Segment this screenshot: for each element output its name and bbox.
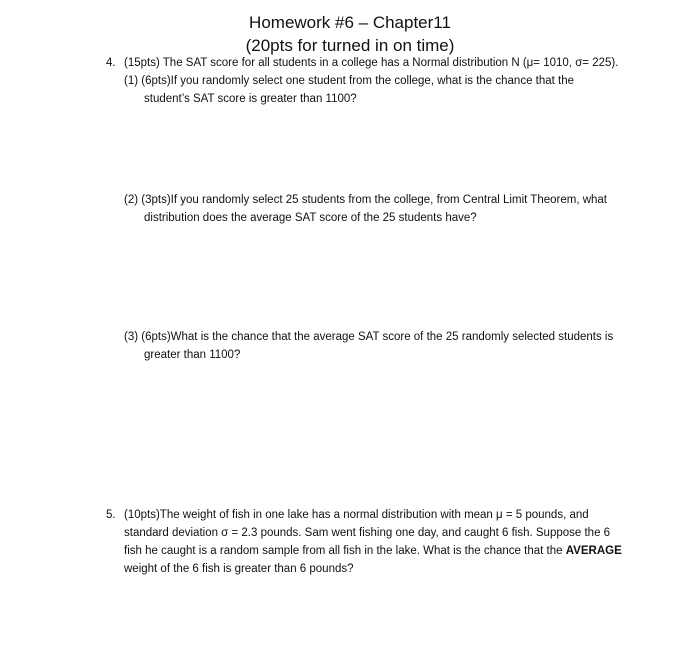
part-3-line-1: (6pts)What is the chance that the average SAT score of the 25 randomly selected students is bbox=[141, 331, 614, 343]
part-1-line-1: (6pts)If you randomly select one student from the college, what is the chance that the bbox=[141, 75, 575, 87]
page-title: Homework #6 – Chapter11 bbox=[249, 13, 451, 32]
question-5-line-1: (10pts)The weight of fish in one lake has a normal distribution with mean μ = 5 pounds, and bbox=[124, 509, 589, 521]
question-5-number: 5. bbox=[106, 509, 116, 521]
question-4-part-2 bbox=[124, 191, 607, 227]
question-5-line-3: fish he caught is a random sample from all fish in the lake. What is the chance that the bbox=[124, 545, 563, 557]
part-3-line-2: greater than 1100? bbox=[144, 349, 241, 361]
question-5-body bbox=[124, 506, 622, 578]
part-2-label: (2) bbox=[124, 194, 139, 206]
page-subtitle: (20pts for turned in on time) bbox=[245, 36, 455, 55]
part-3-label: (3) bbox=[124, 331, 139, 343]
question-4-intro bbox=[124, 54, 618, 72]
question-4-part-3 bbox=[124, 328, 613, 364]
question-5-line-4: weight of the 6 fish is greater than 6 pounds? bbox=[124, 563, 354, 575]
part-2-line-1: (3pts)If you randomly select 25 students from the college, from Central Limit Theorem, what bbox=[141, 194, 608, 206]
question-4-intro-text: (15pts) The SAT score for all students in a college has a Normal distribution N (μ= 1010, σ= 225). bbox=[124, 57, 619, 69]
part-1-label: (1) bbox=[124, 75, 139, 87]
part-1-line-2: student’s SAT score is greater than 1100? bbox=[144, 93, 357, 105]
question-4-part-1 bbox=[124, 72, 574, 108]
question-5-emphasis: AVERAGE bbox=[565, 545, 622, 557]
question-4-number: 4. bbox=[106, 57, 116, 69]
question-5-line-2: standard deviation σ = 2.3 pounds. Sam went fishing one day, and caught 6 fish. Suppose the 6 bbox=[124, 527, 611, 539]
part-2-line-2: distribution does the average SAT score of the 25 students have? bbox=[144, 212, 477, 224]
